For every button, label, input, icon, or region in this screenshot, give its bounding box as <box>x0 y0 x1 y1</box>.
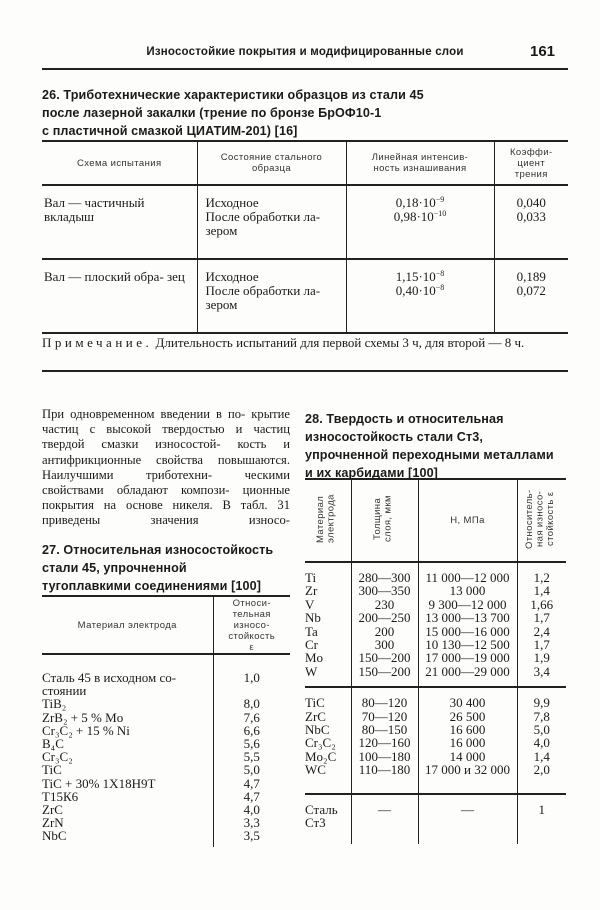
cell-hardness: 14 000 <box>418 750 517 763</box>
cell-resistance: 5,6 <box>213 737 290 750</box>
cell-material: ZrB₂ + 5 % Mo <box>42 709 124 725</box>
cell-resistance: 4,7 <box>213 790 290 803</box>
body-paragraph: При одновременном введении в по- крытие частиц с высокой твердостью и частиц твердой смазки износостой- кость и антифрикционные свойства повышаются. Наилучшими триботехни- ческими свойствами обладают компози- ционные покрытия на основе никеля. В табл. 31 приведены значения износо- <box>42 407 290 528</box>
wear-base: 0,40·10 <box>395 283 436 298</box>
cell-material: Т15К6 <box>42 788 79 804</box>
table-row <box>42 654 290 697</box>
cell-material: Cr₃C₂ <box>305 735 336 751</box>
cell-resistance: 1,66 <box>517 598 566 611</box>
cell-material: Ta <box>305 623 318 639</box>
cell-thickness: 110—180 <box>351 763 418 793</box>
title-line: износостойкость стали Ст3, <box>305 430 483 444</box>
cell-material: NbC <box>305 722 330 738</box>
cell-material: ZrC <box>42 802 63 818</box>
cell-thickness: 100—180 <box>351 750 418 763</box>
cell-hardness: 17 000—19 000 <box>418 651 517 664</box>
state-line: Исходное <box>205 195 259 210</box>
cell-resistance: 2,0 <box>517 763 566 793</box>
table-row <box>305 750 566 763</box>
cell-resistance: 7,6 <box>213 711 290 724</box>
cell-resistance: 1,2 <box>517 562 566 584</box>
title-line: 27. Относительная износостойкость <box>42 543 274 557</box>
cell-material: ZrC <box>305 708 326 724</box>
cell-hardness: 26 500 <box>418 710 517 723</box>
wear-value <box>347 284 494 298</box>
cell-material: V <box>305 596 315 612</box>
table-row <box>305 687 566 709</box>
cell-thickness: 120—160 <box>351 736 418 749</box>
table-row <box>305 665 566 687</box>
cell-resistance: 4,7 <box>213 777 290 790</box>
table-row <box>42 697 290 710</box>
cell-thickness: 80—150 <box>351 723 418 736</box>
cell-resistance: 3,4 <box>517 665 566 687</box>
table-row <box>305 584 566 597</box>
cell-resistance: 1,0 <box>213 654 290 697</box>
cell-resistance: 9,9 <box>517 687 566 709</box>
cell-resistance: 5,5 <box>213 750 290 763</box>
friction-value: 0,033 <box>516 209 546 224</box>
cell-material: Cr <box>305 637 318 653</box>
table-row <box>305 638 566 651</box>
col-header-hardness: H, МПа <box>418 479 517 562</box>
table-row <box>42 829 290 846</box>
cell-material: NbC <box>42 828 67 844</box>
col-header-resistance-cell <box>517 479 566 562</box>
cell-material: Cr₃C₂ + 15 % Ni <box>42 722 130 738</box>
title-line: с пластичной смазкой ЦИАТИМ-201) [16] <box>42 124 298 138</box>
cell-resistance: 7,8 <box>517 710 566 723</box>
col-header-state: Состояние стального образца <box>197 141 346 185</box>
col-header-wear: Линейная интенсив- ность изнашивания <box>346 141 494 185</box>
cell-hardness: 17 000 и 32 000 <box>418 763 517 793</box>
cell-resistance: 2,4 <box>517 625 566 638</box>
cell-hardness: 11 000—12 000 <box>418 562 517 584</box>
wear-exponent: −9 <box>435 195 445 204</box>
cell-friction <box>494 259 568 333</box>
cell-resistance: 6,6 <box>213 724 290 737</box>
cell-hardness: 13 000 <box>418 584 517 597</box>
cell-thickness: 230 <box>351 598 418 611</box>
wear-exponent: −8 <box>435 269 445 278</box>
table-row <box>305 651 566 664</box>
col-header-material: Материал электрода <box>77 619 177 631</box>
table-row <box>42 259 568 333</box>
cell-material: Сталь 45 в исходном со- стоянии <box>42 670 177 699</box>
cell-state <box>197 185 346 259</box>
col-header-resistance: Относитель- ная износо- стойкость ε <box>523 489 556 549</box>
cell-material: Zr <box>305 583 318 599</box>
cell-hardness: 16 600 <box>418 723 517 736</box>
table-row <box>305 625 566 638</box>
state-line: После обработки ла- зером <box>205 209 321 238</box>
note-label: Примечание. <box>42 335 153 350</box>
col-header-thickness: Толщина слоя, мкм <box>371 495 393 543</box>
cell-friction <box>494 185 568 259</box>
cell-hardness: 9 300—12 000 <box>418 598 517 611</box>
cell-resistance: 1,9 <box>517 651 566 664</box>
note-text: Длительность испытаний для первой схемы 3 ч, для второй — 8 ч. <box>152 335 525 350</box>
cell-material: Mo₂C <box>305 748 337 764</box>
title-line: после лазерной закалки (трение по бронзе БрОФ10-1 <box>42 106 382 120</box>
table26 <box>42 140 568 334</box>
section-rule <box>42 370 568 372</box>
cell-thickness: 300—350 <box>351 584 418 597</box>
title-line: 28. Твердость и относительная <box>305 412 504 426</box>
state-line: После обработки ла- зером <box>205 283 321 312</box>
cell-hardness: 30 400 <box>418 687 517 709</box>
wear-base: 1,15·10 <box>395 269 436 284</box>
cell-scheme: Вал — частичный вкладыш <box>42 185 197 259</box>
cell-resistance: 1,4 <box>517 584 566 597</box>
table-row <box>305 710 566 723</box>
title-line: стали 45, упрочненной <box>42 561 187 575</box>
cell-thickness: 300 <box>351 638 418 651</box>
cell-scheme: Вал — плоский обра- зец <box>42 259 197 333</box>
table-row <box>42 711 290 724</box>
cell-material: Ti <box>305 570 317 585</box>
table28-title <box>305 410 575 482</box>
cell-resistance: 8,0 <box>213 697 290 710</box>
header-rule <box>42 68 568 70</box>
cell-material: ZrN <box>42 815 64 831</box>
cell-hardness: — <box>418 794 517 844</box>
col-header-resistance: Относи- тельная износо- стойкость ε <box>213 596 290 654</box>
cell-resistance: 1,4 <box>517 750 566 763</box>
cell-material: W <box>305 665 351 687</box>
cell-material: TiC + 30% 1Х18Н9Т <box>42 775 156 791</box>
friction-value: 0,072 <box>516 283 546 298</box>
cell-resistance: 1 <box>517 794 566 844</box>
table-row <box>305 611 566 624</box>
wear-base: 0,98·10 <box>393 209 434 224</box>
col-header-friction: Коэффи- циент трения <box>494 141 568 185</box>
page-number: 161 <box>530 43 556 60</box>
cell-wear <box>346 259 494 333</box>
cell-material: TiC <box>305 695 325 711</box>
cell-state <box>197 259 346 333</box>
table26-title <box>42 86 568 140</box>
table-row <box>305 723 566 736</box>
table-row <box>305 562 566 584</box>
cell-material: Cr₃C₂ <box>42 749 73 765</box>
col-header-material: Материал электрода <box>314 494 337 544</box>
cell-thickness: — <box>351 794 418 844</box>
table26-note <box>42 334 568 351</box>
cell-resistance: 1,7 <box>517 638 566 651</box>
col-header-thickness-cell <box>351 479 418 562</box>
wear-base: 0,18·10 <box>395 195 436 210</box>
cell-material: WC <box>305 763 351 793</box>
cell-thickness: 200—250 <box>351 611 418 624</box>
cell-hardness: 10 130—12 500 <box>418 638 517 651</box>
col-header-material-cell <box>305 479 351 562</box>
cell-thickness: 280—300 <box>351 562 418 584</box>
cell-thickness: 150—200 <box>351 651 418 664</box>
cell-resistance: 4,0 <box>213 803 290 816</box>
title-line: 26. Триботехнические характеристики образцов из стали 45 <box>42 88 424 102</box>
table28 <box>305 478 566 844</box>
cell-material: B₄C <box>42 736 64 752</box>
table-row <box>42 763 290 776</box>
cell-resistance: 1,7 <box>517 611 566 624</box>
wear-value <box>347 196 494 210</box>
wear-value <box>347 210 494 224</box>
cell-wear <box>346 185 494 259</box>
wear-exponent: −10 <box>433 209 447 218</box>
cell-resistance: 5,0 <box>213 763 290 776</box>
cell-resistance: 3,3 <box>213 816 290 829</box>
wear-exponent: −8 <box>435 283 445 292</box>
cell-material: Mo <box>305 650 324 666</box>
state-line: Исходное <box>205 269 259 284</box>
cell-thickness: 80—120 <box>351 687 418 709</box>
cell-thickness: 150—200 <box>351 665 418 687</box>
table-row <box>305 598 566 611</box>
cell-resistance: 4,0 <box>517 736 566 749</box>
cell-hardness: 15 000—16 000 <box>418 625 517 638</box>
table-row <box>42 777 290 790</box>
title-line: тугоплавкими соединениями [100] <box>42 579 262 593</box>
cell-thickness: 70—120 <box>351 710 418 723</box>
running-head: Износостойкие покрытия и модифицированные слои <box>146 46 464 58</box>
cell-material: TiB₂ <box>42 696 67 712</box>
table27 <box>42 595 290 847</box>
friction-value: 0,189 <box>516 269 546 284</box>
cell-material: Сталь Ст3 <box>305 801 338 831</box>
wear-value <box>347 270 494 284</box>
cell-resistance: 3,5 <box>213 829 290 846</box>
table-row <box>42 185 568 259</box>
cell-thickness: 200 <box>351 625 418 638</box>
table27-title <box>42 541 292 595</box>
cell-resistance: 5,0 <box>517 723 566 736</box>
cell-material: TiC <box>42 762 62 778</box>
table-row <box>305 763 566 793</box>
cell-hardness: 16 000 <box>418 736 517 749</box>
cell-material: Nb <box>305 610 321 626</box>
table-row <box>305 794 566 844</box>
title-line: и их карбидами [100] <box>305 466 438 480</box>
col-header-scheme: Схема испытания <box>77 157 162 169</box>
cell-hardness: 13 000—13 700 <box>418 611 517 624</box>
cell-hardness: 21 000—29 000 <box>418 665 517 687</box>
title-line: упрочненной переходными металлами <box>305 448 554 462</box>
friction-value: 0,040 <box>516 195 546 210</box>
table-row <box>305 736 566 749</box>
